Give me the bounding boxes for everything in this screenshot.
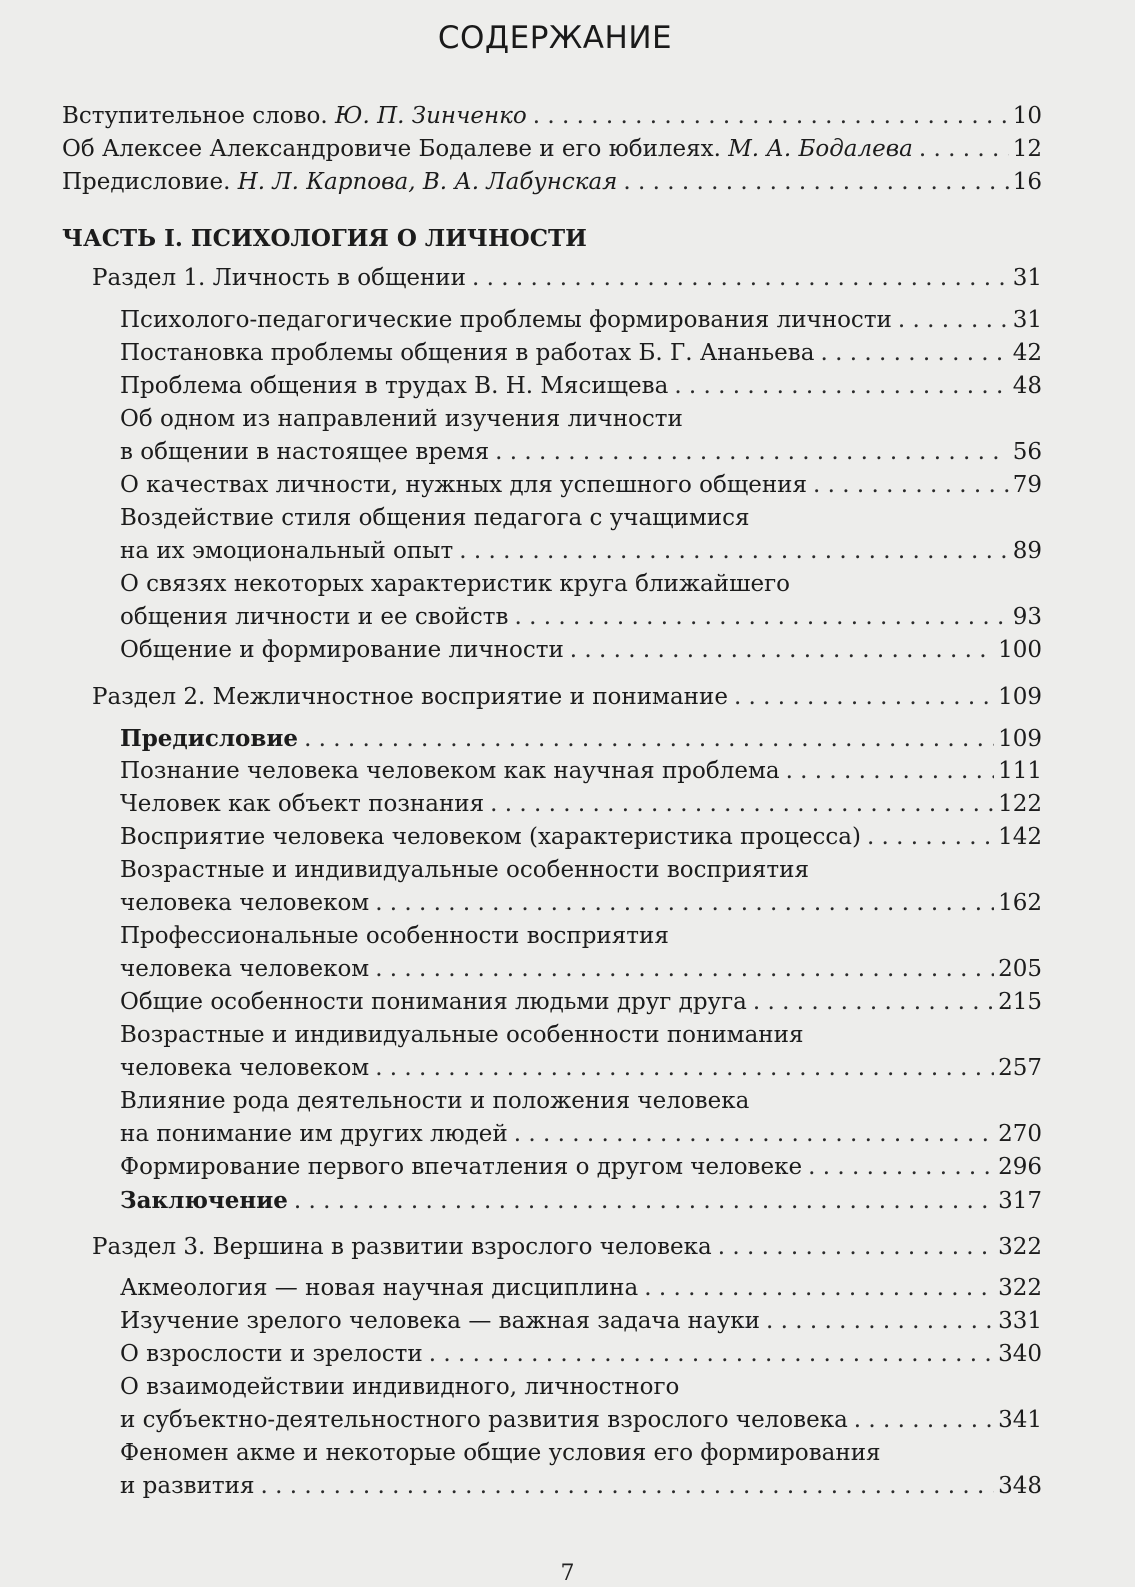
toc-entry (120, 887, 1042, 920)
toc-leader-dots (304, 723, 994, 756)
toc-entry-title (62, 100, 527, 133)
toc-section-entry (92, 262, 1042, 295)
toc-page-number: 257 (998, 1055, 1042, 1081)
toc-entry-text: Постановка проблемы общения в работах Б. Г. Ананьева (120, 340, 815, 366)
toc-page-number: 162 (998, 890, 1042, 916)
toc-entry-text: человека человеком (120, 890, 370, 916)
toc-entry (120, 370, 1042, 403)
toc-leader-dots (459, 535, 1009, 568)
toc-entry-author: Ю. П. Зинченко (335, 103, 527, 129)
toc-page-number: 31 (1012, 307, 1042, 333)
toc-leader-dots (533, 100, 1009, 133)
toc-page-number: 322 (998, 1275, 1042, 1301)
toc-leader-dots (854, 1404, 994, 1437)
toc-entry-text: на понимание им других людей (120, 1121, 508, 1147)
toc-leader-dots (644, 1272, 994, 1305)
toc-entry (120, 535, 1042, 568)
toc-leader-dots (734, 681, 994, 714)
toc-leader-dots (813, 469, 1009, 502)
toc-page-number: 79 (1012, 472, 1042, 498)
page-number: 7 (560, 1561, 575, 1586)
toc-entry-text: в общении в настоящее время (120, 439, 490, 465)
toc-entry (120, 755, 1042, 788)
toc-page-number: 331 (998, 1308, 1042, 1334)
toc-leader-dots (570, 634, 994, 667)
toc-page-number: 205 (998, 956, 1042, 982)
toc-entry-title (120, 788, 484, 821)
toc-entry (120, 1338, 1042, 1371)
toc-entry (120, 1305, 1042, 1338)
toc-entry (120, 821, 1042, 854)
toc-leader-dots (495, 436, 1009, 469)
toc-entry (120, 1052, 1042, 1085)
toc-page-number: 322 (998, 1234, 1042, 1260)
toc-entry-title (92, 1231, 712, 1264)
toc-entry-text: и развития (120, 1473, 255, 1499)
toc-entry (120, 722, 1042, 755)
toc-leader-dots (753, 986, 994, 1019)
toc-page-number: 215 (998, 989, 1042, 1015)
toc-entry-text: Предисловие (120, 725, 299, 752)
toc-page-number: 12 (1012, 136, 1042, 162)
toc-entry-text: Заключение (120, 1187, 288, 1214)
toc-page-number: 111 (998, 758, 1042, 784)
toc-entry-line: Влияние рода деятельности и положения человека (120, 1088, 750, 1114)
toc-leader-dots (898, 304, 1009, 337)
toc-leader-dots (808, 1151, 994, 1184)
toc-page-number: 296 (998, 1154, 1042, 1180)
toc-entry-text: Изучение зрелого человека — важная задача науки (120, 1308, 760, 1334)
toc-leader-dots (867, 821, 994, 854)
toc-entry-title (120, 722, 298, 755)
toc-entry-title (120, 1151, 802, 1184)
toc-entry-title (120, 755, 780, 788)
toc-entry-title (120, 1052, 369, 1085)
toc-entry-text: общения личности и ее свойств (120, 604, 509, 630)
toc-entry (120, 469, 1042, 502)
toc-page-number: 10 (1012, 103, 1042, 129)
toc-entry-title (120, 469, 807, 502)
toc-entry-title (120, 1184, 288, 1217)
toc-entry-text: Общение и формирование личности (120, 637, 564, 663)
page-title: СОДЕРЖАНИЕ (437, 20, 673, 56)
toc-entry-text: человека человеком (120, 956, 370, 982)
toc-leader-dots (514, 1118, 994, 1151)
toc-leader-dots (472, 262, 1009, 295)
toc-entry (120, 1404, 1042, 1437)
toc-part-heading: ЧАСТЬ I. ПСИХОЛОГИЯ О ЛИЧНОСТИ (62, 225, 587, 252)
toc-entry (120, 953, 1042, 986)
toc-entry-line: О взаимодействии индивидного, личностного (120, 1374, 680, 1400)
toc-entry-title (120, 986, 747, 1019)
toc-entry-title (120, 304, 892, 337)
toc-entry-text: Предисловие. (62, 169, 238, 195)
toc-entry-line: Возрастные и индивидуальные особенности понимания (120, 1022, 804, 1048)
toc-leader-dots (294, 1185, 994, 1218)
toc-entry-title (120, 1404, 848, 1437)
toc-entry-title (120, 887, 369, 920)
toc-entry-text: Психолого-педагогические проблемы формирования личности (120, 307, 892, 333)
toc-page-number: 16 (1012, 169, 1042, 195)
toc-entry (120, 986, 1042, 1019)
toc-entry-line: Возрастные и индивидуальные особенности восприятия (120, 857, 809, 883)
toc-leader-dots (260, 1470, 994, 1503)
toc-entry-author: М. А. Бодалева (728, 136, 913, 162)
toc-entry (120, 601, 1042, 634)
toc-entry-title (62, 133, 913, 166)
toc-entry-text: на их эмоциональный опыт (120, 538, 454, 564)
toc-entry (120, 436, 1042, 469)
toc-entry-line: Об одном из направлений изучения личности (120, 406, 683, 432)
toc-entry-title (92, 262, 466, 295)
toc-leader-dots (490, 788, 994, 821)
toc-entry-text: Познание человека человеком как научная проблема (120, 758, 780, 784)
toc-entry-line: О связях некоторых характеристик круга ближайшего (120, 571, 790, 597)
toc-leader-dots (375, 887, 994, 920)
toc-section-entry (92, 681, 1042, 714)
toc-leader-dots (820, 337, 1008, 370)
toc-page-number: 142 (998, 824, 1042, 850)
toc-entry-title (62, 166, 617, 199)
toc-entry-text: Раздел 3. Вершина в развитии взрослого человека (92, 1234, 712, 1260)
toc-entry (120, 1272, 1042, 1305)
toc-leader-dots (514, 601, 1008, 634)
toc-entry-title (120, 601, 508, 634)
toc-page-number: 56 (1012, 439, 1042, 465)
toc-entry (62, 133, 1042, 166)
toc-page-number: 270 (998, 1121, 1042, 1147)
toc-entry-title (120, 436, 489, 469)
toc-entry (120, 1184, 1042, 1217)
toc-entry-text: Проблема общения в трудах В. Н. Мясищева (120, 373, 669, 399)
toc-page-number: 89 (1012, 538, 1042, 564)
toc-page-number: 122 (998, 791, 1042, 817)
toc-leader-dots (674, 370, 1008, 403)
toc-leader-dots (375, 1052, 994, 1085)
toc-entry-text: Раздел 2. Межличностное восприятие и понимание (92, 684, 728, 710)
toc-entry (62, 166, 1042, 199)
toc-entry-text: Формирование первого впечатления о другом человеке (120, 1154, 803, 1180)
toc-entry-title (120, 337, 814, 370)
toc-entry-text: и субъектно-деятельностного развития взрослого человека (120, 1407, 848, 1433)
toc-entry-text: О взрослости и зрелости (120, 1341, 423, 1367)
toc-page-number: 42 (1012, 340, 1042, 366)
toc-entry (62, 100, 1042, 133)
toc-entry (120, 1470, 1042, 1503)
toc-entry (120, 337, 1042, 370)
toc-entry (120, 304, 1042, 337)
toc-entry-title (120, 1338, 423, 1371)
toc-leader-dots (786, 755, 995, 788)
toc-entry (120, 788, 1042, 821)
toc-page-number: 48 (1012, 373, 1042, 399)
toc-entry-author: Н. Л. Карпова, В. А. Лабунская (237, 169, 618, 195)
toc-entry-text: человека человеком (120, 1055, 370, 1081)
toc-entry (120, 1151, 1042, 1184)
toc-leader-dots (429, 1338, 994, 1371)
toc-page-number: 341 (998, 1407, 1042, 1433)
toc-entry-title (120, 370, 668, 403)
toc-entry (120, 1118, 1042, 1151)
toc-entry-text: Вступительное слово. (62, 103, 336, 129)
toc-page-number: 317 (998, 1188, 1042, 1214)
toc-leader-dots (623, 166, 1008, 199)
toc-page-number: 340 (998, 1341, 1042, 1367)
toc-entry-text: О качествах личности, нужных для успешного общения (120, 472, 808, 498)
toc-entry-text: Человек как объект познания (120, 791, 485, 817)
toc-leader-dots (375, 953, 994, 986)
toc-leader-dots (919, 133, 1009, 166)
toc-page-number: 100 (998, 637, 1042, 663)
toc-entry-line: Феномен акме и некоторые общие условия его формирования (120, 1440, 881, 1466)
toc-entry-line: Профессиональные особенности восприятия (120, 923, 669, 949)
toc-entry-text: Общие особенности понимания людьми друг друга (120, 989, 747, 1015)
toc-entry-title (120, 821, 861, 854)
toc-entry-title (120, 953, 369, 986)
toc-entry-title (120, 634, 564, 667)
toc-leader-dots (718, 1231, 994, 1264)
toc-leader-dots (766, 1305, 994, 1338)
toc-page-number: 348 (998, 1473, 1042, 1499)
toc-page-number: 109 (998, 726, 1042, 752)
toc-section-entry (92, 1231, 1042, 1264)
toc-entry-text: Раздел 1. Личность в общении (92, 265, 466, 291)
toc-entry-title (120, 1272, 638, 1305)
toc-entry-title (120, 535, 453, 568)
toc-entry-text: Об Алексее Александровиче Бодалеве и его юбилеях. (62, 136, 729, 162)
toc-entry (120, 634, 1042, 667)
toc-entry-line: Воздействие стиля общения педагога с учащимися (120, 505, 750, 531)
toc-page-number: 31 (1012, 265, 1042, 291)
toc-entry-text: Восприятие человека человеком (характеристика процесса) (120, 824, 861, 850)
toc-entry-title (120, 1305, 760, 1338)
toc-entry-title (92, 681, 728, 714)
toc-page-number: 93 (1012, 604, 1042, 630)
toc-entry-text: Акмеология — новая научная дисциплина (120, 1275, 639, 1301)
toc-page-number: 109 (998, 684, 1042, 710)
toc-entry-title (120, 1118, 508, 1151)
toc-entry-title (120, 1470, 254, 1503)
